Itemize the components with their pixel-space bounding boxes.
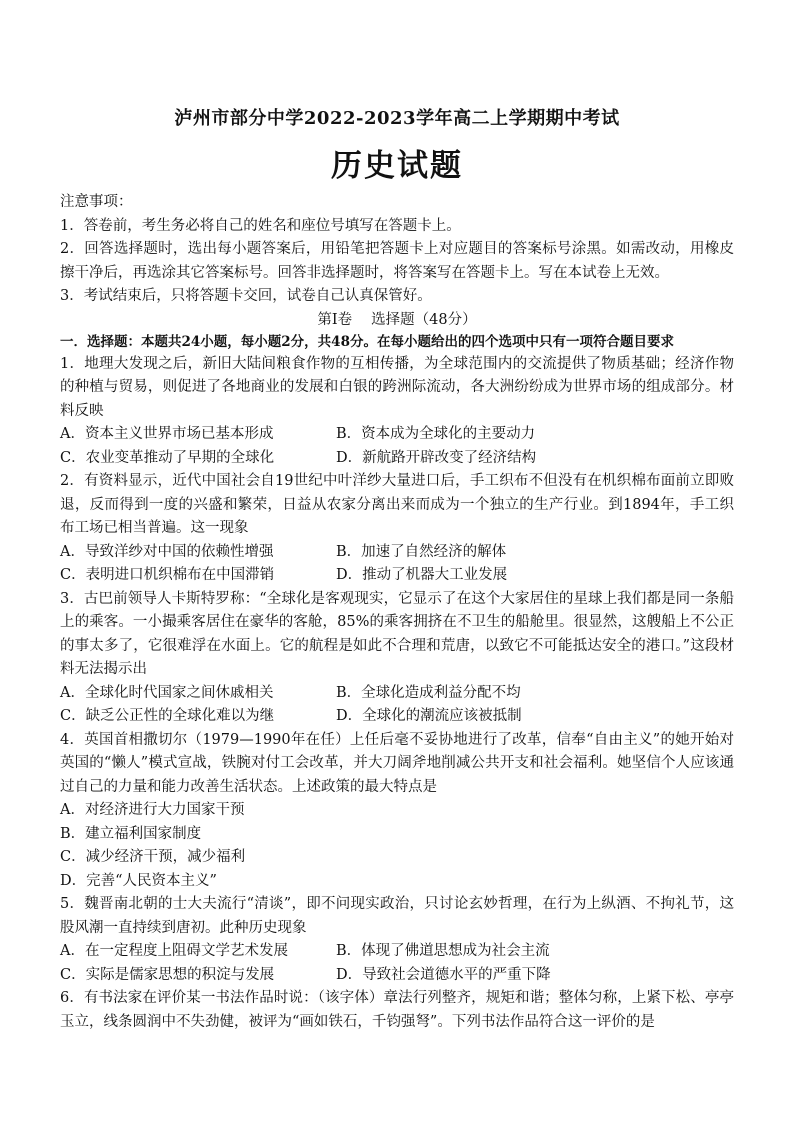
- option-b: B．资本成为全球化的主要动力: [336, 426, 536, 442]
- question-stem: 4．英国首相撒切尔（1979—1990年在任）上任后毫不妥协地进行了改革，信奉“自由主义”的她开始对英国的“懒人”模式宣战，铁腕对付工会改革，并大刀阔斧地削减公共开支和社会福利。她坚信个人应该通过自己的力量和能力改善生活状态。上述政策的最大特点是: [60, 731, 734, 795]
- option-d: D．全球化的潮流应该被抵制: [336, 708, 522, 724]
- question-1: [60, 353, 734, 471]
- option-a: A．导致洋纱对中国的依赖性增强: [60, 543, 274, 560]
- option-d: D．推动了机器大工业发展: [336, 567, 508, 583]
- option-b: B．体现了佛道思想成为社会主流: [336, 943, 550, 959]
- option-d: D．完善“人民资本主义”: [60, 872, 217, 889]
- question-stem: 3．古巴前领导人卡斯特罗称：“全球化是客观现实，它显示了在这个大家居住的星球上我们都是同一条船上的乘客。一小撮乘客居住在豪华的客舱，85%的乘客拥挤在不卫生的船舱里。很显然，这艘船上不公正的事太多了，它很难浮在水面上。它的航程是如此不合理和荒唐，以致它不可能抵达安全的港口。”这段材料无法揭示出: [60, 590, 734, 677]
- options-grid: [60, 682, 734, 729]
- question-6: [60, 987, 734, 1034]
- question-5: [60, 893, 734, 987]
- notice-heading: 注意事项：: [60, 194, 133, 210]
- notice-item: 1．答卷前，考生务必将自己的姓名和座位号填写在答题卡上。: [60, 217, 461, 234]
- option-c: C．实际是儒家思想的积淀与发展: [60, 966, 275, 983]
- options-grid: [60, 423, 734, 470]
- option-d: D．新航路开辟改变了经济结构: [336, 449, 537, 466]
- option-c: C．减少经济干预，减少福利: [60, 849, 246, 865]
- options-grid: [60, 541, 734, 588]
- option-c: C．农业变革推动了早期的全球化: [60, 449, 275, 466]
- option-b: B．全球化造成利益分配不均: [336, 684, 521, 701]
- option-d: D．导致社会道德水平的严重下降: [336, 966, 551, 983]
- option-c: C．缺乏公正性的全球化难以为继: [60, 708, 275, 724]
- section-instructions: 一．选择题：本题共24小题，每小题2分，共48分。在每小题给出的四个选项中只有一项符合题目要求: [60, 333, 674, 350]
- option-a: A．全球化时代国家之间休戚相关: [60, 684, 274, 701]
- question-4: [60, 729, 734, 894]
- question-stem: 1．地理大发现之后，新旧大陆间粮食作物的互相传播，为全球范围内的交流提供了物质基础；经济作物的种植与贸易，则促进了各地商业的发展和白银的跨洲际流动，各大洲纷纷成为世界市场的组成部分。材料反映: [60, 355, 734, 419]
- option-a: A．在一定程度上阻碍文学艺术发展: [60, 943, 288, 959]
- section-label: 第Ⅰ卷 选择题（48分）: [317, 311, 477, 328]
- notice-item: 3．考试结束后，只将答题卡交回，试卷自己认真保管好。: [60, 288, 432, 304]
- option-b: B．加速了自然经济的解体: [336, 543, 507, 560]
- question-stem: 5．魏晋南北朝的士大夫流行“清谈”，即不问现实政治，只讨论玄妙哲理，在行为上纵酒、不拘礼节，这股风潮一直持续到唐初。此种历史现象: [60, 896, 734, 936]
- question-2: [60, 470, 734, 588]
- exam-title: 泸州市部分中学2022-2023学年高二上学期期中考试: [174, 108, 620, 129]
- question-3: [60, 588, 734, 729]
- option-b: B．建立福利国家制度: [60, 825, 202, 842]
- question-stem: 2．有资料显示，近代中国社会自19世纪中叶洋纱大量进口后，手工织布不但没有在机织棉布面前立即败退，反而得到一度的兴盛和繁荣，日益从农家分离出来而成为一个独立的生产行业。到1894年，手工织布工场已相当普遍。这一现象: [60, 473, 734, 536]
- option-a: A．对经济进行大力国家干预: [60, 802, 245, 818]
- notice-item: 2．回答选择题时，选出每小题答案后，用铅笔把答题卡上对应题目的答案标号涂黑。如需改动，用橡皮擦干净后，再选涂其它答案标号。回答非选择题时，将答案写在答题卡上。写在本试卷上无效。: [60, 241, 734, 281]
- question-stem: 6．有书法家在评价某一书法作品时说：（该字体）章法行列整齐，规矩和谐；整体匀称，上紧下松、亭亭玉立，线条圆润中不失劲健，被评为“画如铁石，千钧强弩”。下列书法作品符合这一评价的是: [60, 990, 734, 1030]
- exam-subject: 历史试题: [331, 148, 463, 184]
- option-c: C．表明进口机织棉布在中国滞销: [60, 567, 275, 583]
- options-grid: [60, 940, 734, 987]
- notice-block: [60, 191, 734, 309]
- option-a: A．资本主义世界市场已基本形成: [60, 426, 274, 442]
